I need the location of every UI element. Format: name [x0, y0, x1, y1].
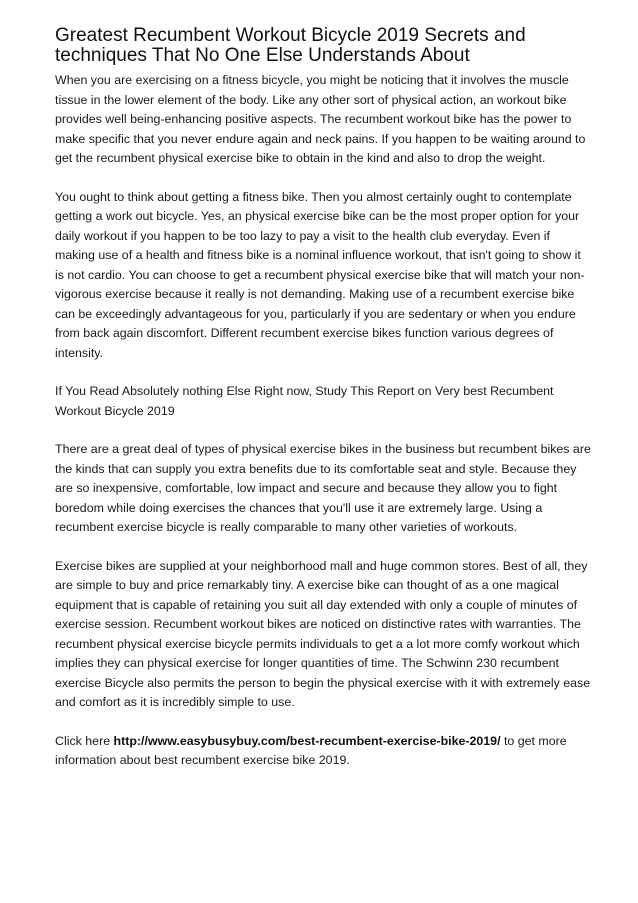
closing-prefix: Click here — [55, 733, 114, 748]
closing-suffix: to get more information about best recumbent exercise bike 2019. — [55, 733, 567, 767]
paragraph-supply: Exercise bikes are supplied at your neighborhood mall and huge common stores. Best of all, they are simple to buy and price remarkably tiny. A exercise bike can thought of as a one magical equipment that is capable of retaining you suit all day extended with only a couple of minutes of exercise session. Recumbent workout bikes are noticed on distinctive rates with warranties. The recumbent physical exercise bicycle permits individuals to get a a lot more comfy workout which implies they can physical exercise for longer quantities of time. The Schwinn 230 recumbent exercise Bicycle also permits the person to begin the physical exercise with it with extremely ease and comfort as it is incredibly simple to use. — [55, 558, 591, 709]
document-page — [55, 26, 593, 771]
paragraph-subheading: If You Read Absolutely nothing Else Right now, Study This Report on Very best Recumbent Workout Bicycle 2019 — [55, 384, 554, 418]
paragraph-types: There are a great deal of types of physical exercise bikes in the business but recumbent bikes are the kinds that can supply you extra benefits due to its comfortable seat and style. Because they are so inexpensive, comfortable, low impact and secure and because they allow you to fight boredom while doing exercises the chances that you'll use it are extremely large. Using a recumbent exercise bicycle is really comparable to many other varieties of workouts. — [55, 442, 591, 534]
paragraph-fitness-bike: You ought to think about getting a fitness bike. Then you almost certainly ought to contemplate getting a work out bicycle. Yes, an physical exercise bike can be the most proper option for your daily workout if you happen to be too lazy to pay a visit to the health club everyday. Even if making use of a health and fitness bike is a nominal influence workout, that isn't going to show it is not cardio. You can choose to get a recumbent physical exercise bike that will match your non-vigorous exercise because it really is not demanding. Making use of a recumbent exercise bike can be exceedingly advantageous for you, particularly if you are sedentary or when you endure from back again discomfort. Different recumbent exercise bikes function various degrees of intensity. — [55, 189, 585, 360]
document-title: Greatest Recumbent Workout Bicycle 2019 Secrets and techniques That No One Else Understands About — [55, 25, 526, 66]
paragraph-intro: When you are exercising on a fitness bicycle, you might be noticing that it involves the muscle tissue in the lower element of the body. Like any other sort of physical action, an workout bike provides well being-enhancing positive aspects. The recumbent workout bike has the power to make specific that you never endure again and neck pains. If you happen to be waiting around to get the recumbent physical exercise bike to obtain in the kind and also to drop the weight. — [55, 73, 586, 165]
paragraph-closing — [55, 732, 593, 771]
product-link[interactable]: http://www.easybusybuy.com/best-recumbent-exercise-bike-2019/ — [113, 733, 501, 748]
